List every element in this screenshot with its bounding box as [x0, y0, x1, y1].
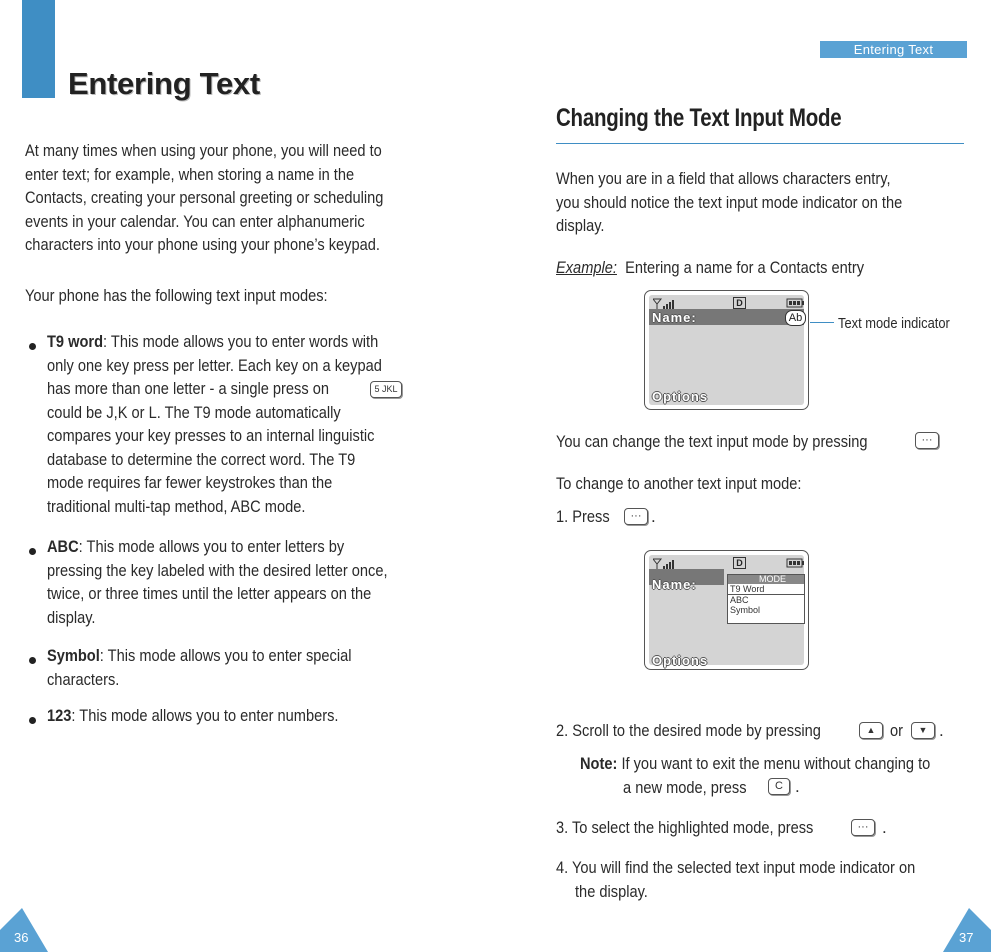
screen-options-label: Options [652, 389, 709, 404]
bullet-t9: T9 word: This mode allows you to enter words with only one key press per letter. Each key on a keypad has more than one letter - a single press on could be J,K or L. The T9 mode automatically compares your key presses to an internal linguistic database to determine the correct word. The T9 mode requires far fewer keystrokes than the traditional multi-tap method, ABC mode. [47, 332, 382, 516]
battery-icon [786, 558, 805, 568]
signal-icon [653, 558, 679, 569]
up-key-icon: ▲ [859, 722, 883, 739]
bullet-123-dot [29, 712, 44, 730]
page-number-right: 37 [959, 930, 974, 945]
menu-key-icon: ··· [851, 819, 875, 836]
text-mode-indicator: Ab [785, 310, 806, 326]
menu-key-icon: ··· [624, 508, 648, 525]
page-number-left: 36 [14, 930, 29, 945]
step-2-or: or [890, 721, 904, 740]
page-title: Entering Text [68, 66, 260, 101]
bullet-abc-dot [29, 543, 44, 561]
bullet-symbol: Symbol: This mode allows you to enter special characters. [47, 646, 352, 689]
signal-icon [653, 298, 679, 309]
running-header: Entering Text [820, 41, 967, 58]
section-title: Changing the Text Input Mode [556, 104, 842, 132]
screen-name-label: Name: [652, 310, 697, 325]
step-4: 4. You will find the selected text input mode indicator on the display. [556, 858, 916, 901]
data-icon: D [733, 297, 746, 309]
data-icon: D [733, 557, 746, 569]
menu-key-icon: ··· [915, 432, 939, 449]
section-intro: When you are in a field that allows characters entry, you should notice the text input mode indicator on the display. [556, 169, 903, 235]
clear-key-icon: C [768, 778, 790, 795]
bullet-123: 123: This mode allows you to enter numbers. [47, 706, 339, 725]
mode-menu-title: MODE [728, 575, 804, 584]
intro-paragraph: At many times when using your phone, you will need to enter text; for example, when storing a name in the Contacts, creating your personal greeting or scheduling events in your calendar. You can enter alphanumeric characters into your phone using your phone’s keypad. [25, 141, 384, 254]
phone-screen-name-entry [644, 290, 809, 410]
note: Note: If you want to exit the menu without changing to a new mode, press [580, 754, 931, 797]
step-3: 3. To select the highlighted mode, press [556, 818, 814, 837]
change-mode-text: You can change the text input mode by pressing [556, 432, 868, 451]
phone-screen-mode-menu [644, 550, 809, 670]
bullet-abc: ABC: This mode allows you to enter letters by pressing the key labeled with the desired letter once, twice, or three times until the letter appears on the display. [47, 537, 388, 627]
section-divider [556, 143, 964, 144]
step-2: 2. Scroll to the desired mode by pressing [556, 721, 821, 740]
title-accent-bar [22, 0, 55, 98]
callout-line [810, 322, 834, 323]
mode-menu-item[interactable]: T9 Word [728, 584, 804, 595]
key-5-icon: 5 JKL [370, 381, 402, 398]
step-1: 1. Press [556, 507, 610, 526]
battery-icon [786, 298, 805, 308]
bullet-symbol-dot [29, 652, 44, 670]
down-key-icon: ▼ [911, 722, 935, 739]
mode-menu-item[interactable]: Symbol [730, 605, 761, 615]
mode-menu-item[interactable]: ABC [730, 595, 749, 605]
mode-menu [727, 574, 805, 624]
modes-intro: Your phone has the following text input modes: [25, 286, 328, 305]
to-change-text: To change to another text input mode: [556, 474, 802, 493]
callout-text: Text mode indicator [838, 315, 950, 332]
screen-options-label: Options [652, 653, 709, 668]
screen-name-label: Name: [652, 577, 697, 592]
bullet-t9-dot [29, 338, 44, 356]
example-line: Example: Entering a name for a Contacts entry [556, 258, 865, 277]
